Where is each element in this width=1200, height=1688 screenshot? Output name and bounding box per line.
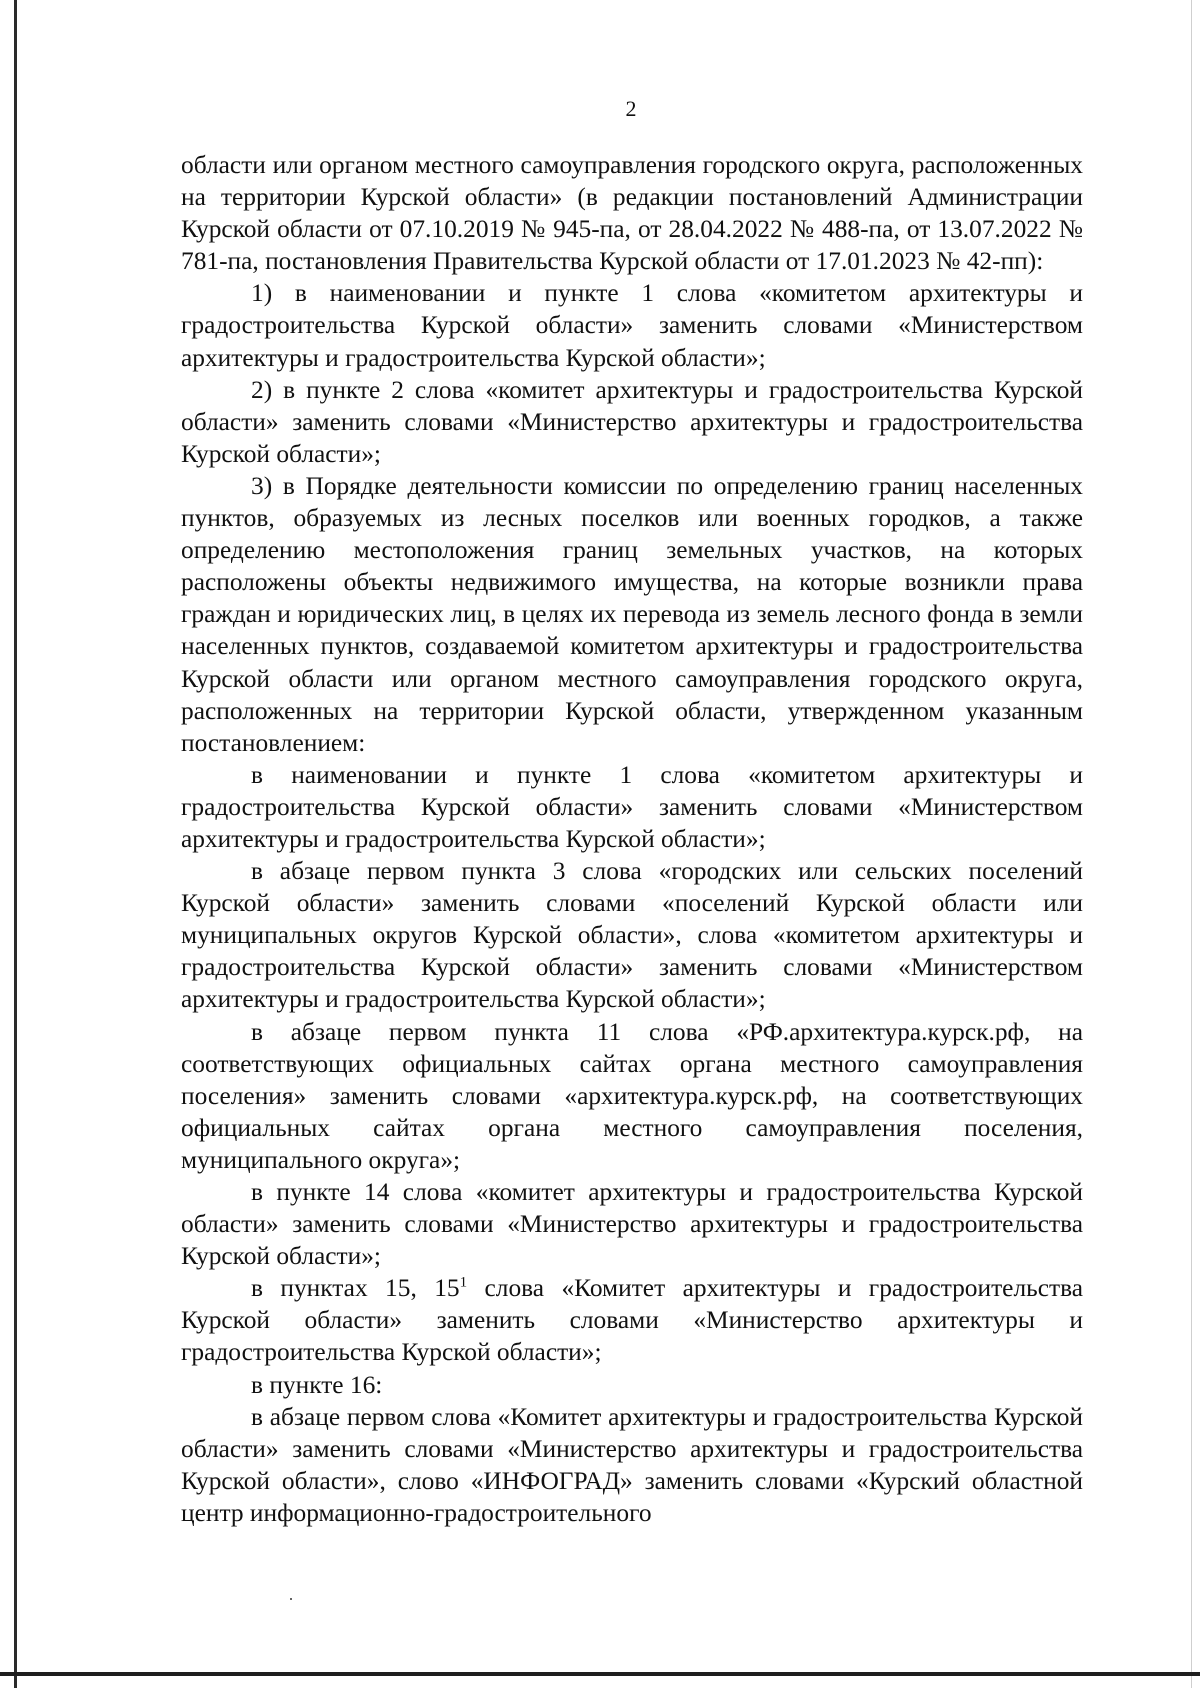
paragraph-item-2: 2) в пункте 2 слова «комитет архитектуры и градостроительства Курской области» заменить словами «Министерство архитектуры и градостроительства Курской области»;: [181, 375, 1083, 468]
document-body: [181, 149, 1083, 1529]
paragraph-clause-11: в абзаце первом пункта 11 слова «РФ.архитектура.курск.рф, на соответствующих официальных сайтах органа местного самоуправления поселения» заменить словами «архитектура.курск.рф, на соответствующих официальных сайтах органа местного самоуправления поселения, муниципального округа»;: [181, 1017, 1083, 1174]
paragraph-name-clause: в наименовании и пункте 1 слова «комитетом архитектуры и градостроительства Курской области» заменить словами «Министерством архитектуры и градостроительства Курской области»;: [181, 760, 1083, 853]
paragraph-clause-14: в пункте 14 слова «комитет архитектуры и градостроительства Курской области» заменить словами «Министерство архитектуры и градостроительства Курской области»;: [181, 1178, 1083, 1271]
scan-artifact-dot: [290, 1598, 292, 1600]
paragraph-item-1: 1) в наименовании и пункте 1 слова «комитетом архитектуры и градостроительства Курской области» заменить словами «Министерством архитектуры и градостроительства Курской области»;: [181, 279, 1083, 372]
clause-15-text-start: в пунктах 15, 15: [251, 1274, 460, 1303]
paragraph-clause-3: в абзаце первом пункта 3 слова «городских или сельских поселений Курской области» заменить словами «поселений Курской области или муниципальных округов Курской области», слова «комитетом архитектуры и градостроительства Курской области» заменить словами «Министерством архитектуры и градостроительства Курской области»;: [181, 857, 1083, 1014]
paragraph-clause-16-first: в абзаце первом слова «Комитет архитектуры и градостроительства Курской области» заменить словами «Министерство архитектуры и градостроительства Курской области», слово «ИНФОГРАД» заменить словами «Курский областной центр информационно-градостроительного: [181, 1402, 1083, 1527]
paragraph-item-3: 3) в Порядке деятельности комиссии по определению границ населенных пунктов, образуемых из лесных поселков или военных городков, а также определению местоположения границ земельных участков, на которых расположены объекты недвижимого имущества, на которые возникли права граждан и юридических лиц, в целях их перевода из земель лесного фонда в земли населенных пунктов, создаваемой комитетом архитектуры и градостроительства Курской области или органом местного самоуправления городского округа, расположенных на территории Курской области, утвержденном указанным постановлением:: [181, 471, 1083, 757]
paragraph-continuation: области или органом местного самоуправления городского округа, расположенных на территории Курской области» (в редакции постановлений Администрации Курской области от 07.10.2019 № 945-па, от 28.04.2022 № 488-па, от 13.07.2022 № 781-па, постановления Правительства Курской области от 17.01.2023 № 42-пп):: [181, 151, 1083, 276]
scan-edge-bottom: [0, 1672, 1200, 1676]
paragraph-clause-16-heading: в пункте 16:: [251, 1370, 383, 1399]
page-number: 2: [625, 96, 637, 121]
clause-15-text-end: слова «Комитет архитектуры и градостроительства Курской области» заменить словами «Министерство архитектуры и градостроительства Курской области»;: [181, 1274, 1083, 1367]
paragraph-clause-15: [181, 1272, 1083, 1368]
scan-edge-left: [14, 0, 17, 1688]
clause-15-superscript: 1: [459, 1274, 468, 1291]
scan-edge-right: [1191, 0, 1192, 1688]
